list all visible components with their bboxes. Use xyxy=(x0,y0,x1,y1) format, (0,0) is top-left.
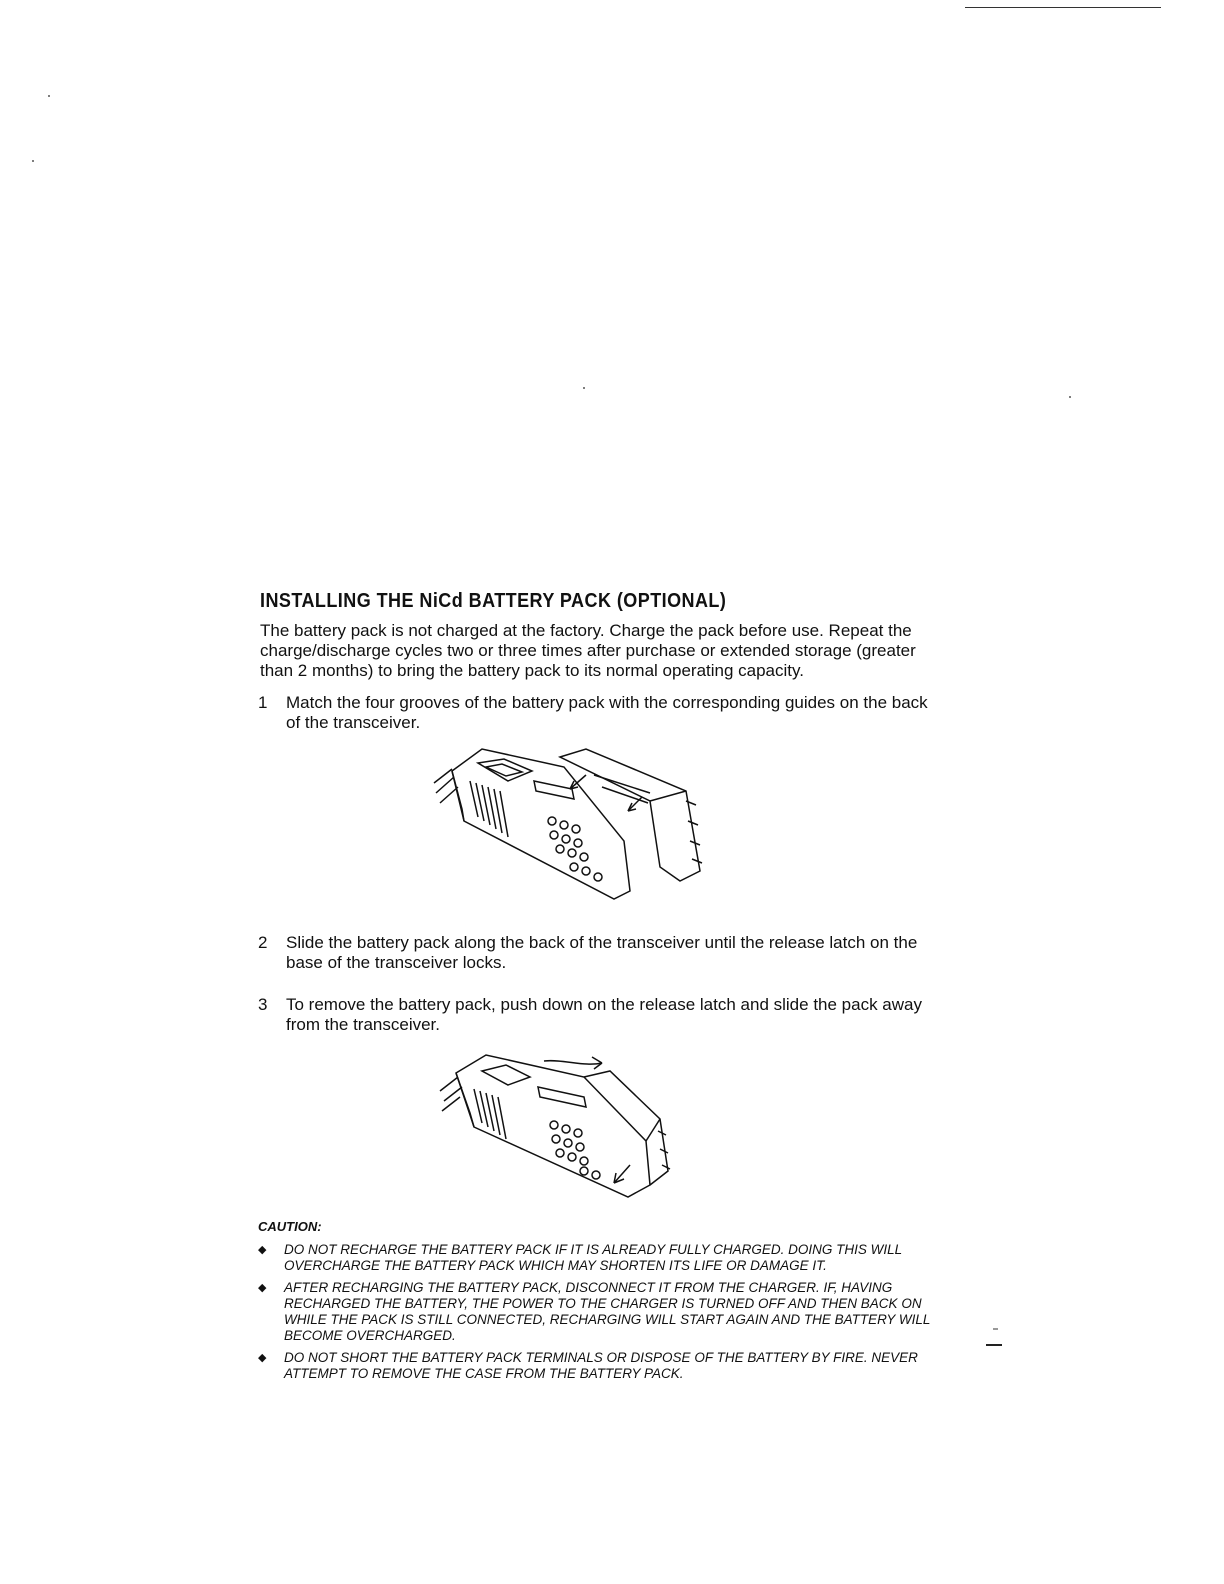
caution-text: DO NOT SHORT THE BATTERY PACK TERMINALS OR DISPOSE OF THE BATTERY BY FIRE. NEVER ATTEMPT TO REMOVE THE CASE FROM THE BATTERY PACK. xyxy=(284,1350,918,1381)
transceiver-battery-remove-illustration-icon xyxy=(434,1049,694,1209)
step-text: Slide the battery pack along the back of the transceiver until the release latch on the base of the transceiver locks. xyxy=(286,933,918,972)
scan-edge-line xyxy=(965,7,1161,8)
step-text: To remove the battery pack, push down on the release latch and slide the pack away from the transceiver. xyxy=(286,995,922,1034)
caution-item xyxy=(258,1280,939,1344)
page-content xyxy=(258,590,958,1388)
caution-block xyxy=(258,1219,958,1382)
step-number: 2 xyxy=(258,933,268,952)
caution-item xyxy=(258,1350,939,1382)
transceiver-battery-attach-illustration-icon xyxy=(424,741,714,911)
diamond-bullet-icon: ◆ xyxy=(258,1352,267,1364)
scan-speck xyxy=(1069,396,1071,398)
scan-speck xyxy=(583,387,585,389)
step-number: 3 xyxy=(258,995,268,1014)
step-2 xyxy=(258,933,946,973)
step-number: 1 xyxy=(258,693,268,712)
diamond-bullet-icon: ◆ xyxy=(258,1282,267,1294)
scan-speck xyxy=(32,160,34,162)
diamond-bullet-icon: ◆ xyxy=(258,1244,267,1256)
step-text: Match the four grooves of the battery pack with the corresponding guides on the back of the transceiver. xyxy=(286,693,928,732)
intro-paragraph: The battery pack is not charged at the factory. Charge the pack before use. Repeat the charge/discharge cycles two or three times after purchase or extended storage (greater than 2 months) to bring the battery pack to its normal operating capacity. xyxy=(260,621,916,680)
caution-text: AFTER RECHARGING THE BATTERY PACK, DISCONNECT IT FROM THE CHARGER. IF, HAVING RECHARGED THE BATTERY, THE POWER TO THE CHARGER IS TURNED OFF AND THEN BACK ON WHILE THE PACK IS STILL CONNECTED, RECHARGING WILL START AGAIN AND THE BATTERY WILL BECOME OVERCHARGED. xyxy=(284,1280,931,1343)
step-3 xyxy=(258,995,946,1035)
remove-figure xyxy=(258,1049,958,1209)
scan-speck xyxy=(48,95,50,97)
caution-title: CAUTION: xyxy=(258,1219,322,1234)
margin-mark xyxy=(984,1327,1002,1349)
caution-text: DO NOT RECHARGE THE BATTERY PACK IF IT IS ALREADY FULLY CHARGED. DOING THIS WILL OVERCHARGE THE BATTERY PACK WHICH MAY SHORTEN ITS LIFE OR DAMAGE IT. xyxy=(284,1242,902,1273)
caution-item xyxy=(258,1242,939,1274)
section-heading: INSTALLING THE NiCd BATTERY PACK (OPTIONAL) xyxy=(260,590,727,612)
install-figure xyxy=(258,741,958,911)
caution-list xyxy=(258,1242,958,1382)
step-1 xyxy=(258,693,946,733)
